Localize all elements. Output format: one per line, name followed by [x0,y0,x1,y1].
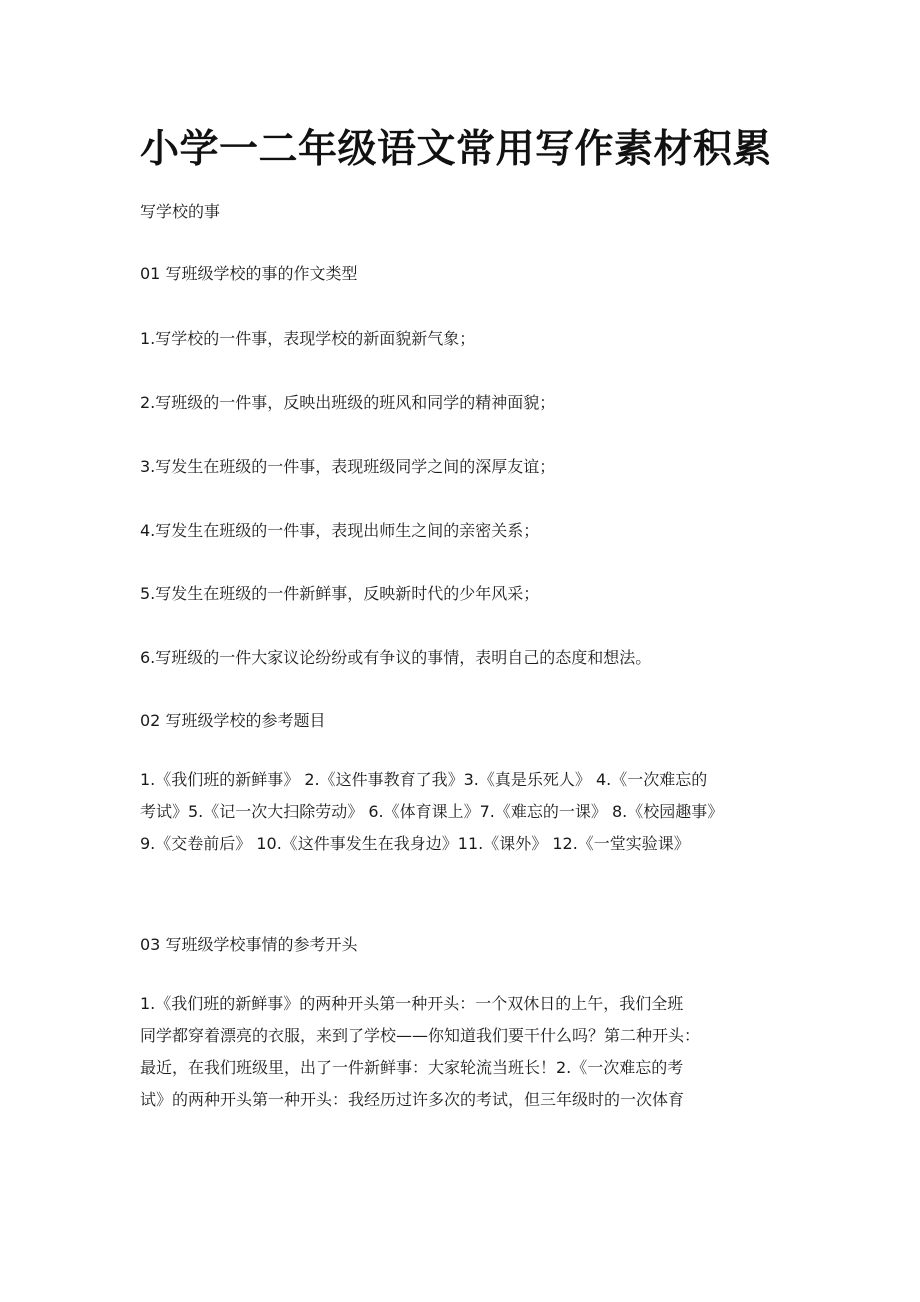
section3-heading: 03 写班级学校事情的参考开头 [140,935,358,954]
document-subtitle: 写学校的事 [140,202,221,221]
paragraph-line: 1.《我们班的新鲜事》 2.《这件事教育了我》3.《真是乐死人》 4.《一次难忘的 [140,770,708,789]
list-item: 3.写发生在班级的一件事，表现班级同学之间的深厚友谊； [140,457,556,476]
list-item: 5.写发生在班级的一件新鲜事，反映新时代的少年风采； [140,584,540,603]
list-item: 6.写班级的一件大家议论纷纷或有争议的事情，表明自己的态度和想法。 [140,648,652,667]
list-item: 2.写班级的一件事，反映出班级的班风和同学的精神面貌； [140,393,556,412]
section1-heading: 01 写班级学校的事的作文类型 [140,264,358,283]
paragraph-line: 考试》5.《记一次大扫除劳动》 6.《体育课上》7.《难忘的一课》 8.《校园趣事》 [140,802,724,821]
document-title: 小学一二年级语文常用写作素材积累 [140,127,773,172]
paragraph-line: 1.《我们班的新鲜事》的两种开头第一种开头：一个双休日的上午，我们全班 [140,994,684,1013]
paragraph-line: 同学都穿着漂亮的衣服，来到了学校——你知道我们要干什么吗？第二种开头： [140,1026,701,1045]
section3-openings-paragraph [140,988,700,1116]
paragraph-line: 最近，在我们班级里，出了一件新鲜事：大家轮流当班长！2.《一次难忘的考 [140,1058,684,1077]
list-item: 1.写学校的一件事，表现学校的新面貌新气象； [140,329,476,348]
section2-titles-paragraph [140,764,723,860]
list-item: 4.写发生在班级的一件事，表现出师生之间的亲密关系； [140,521,540,540]
section2-heading: 02 写班级学校的参考题目 [140,711,326,730]
paragraph-line: 9.《交卷前后》 10.《这件事发生在我身边》11.《课外》 12.《一堂实验课》 [140,834,690,853]
paragraph-line: 试》的两种开头第一种开头：我经历过许多次的考试，但三年级时的一次体育 [140,1090,685,1109]
